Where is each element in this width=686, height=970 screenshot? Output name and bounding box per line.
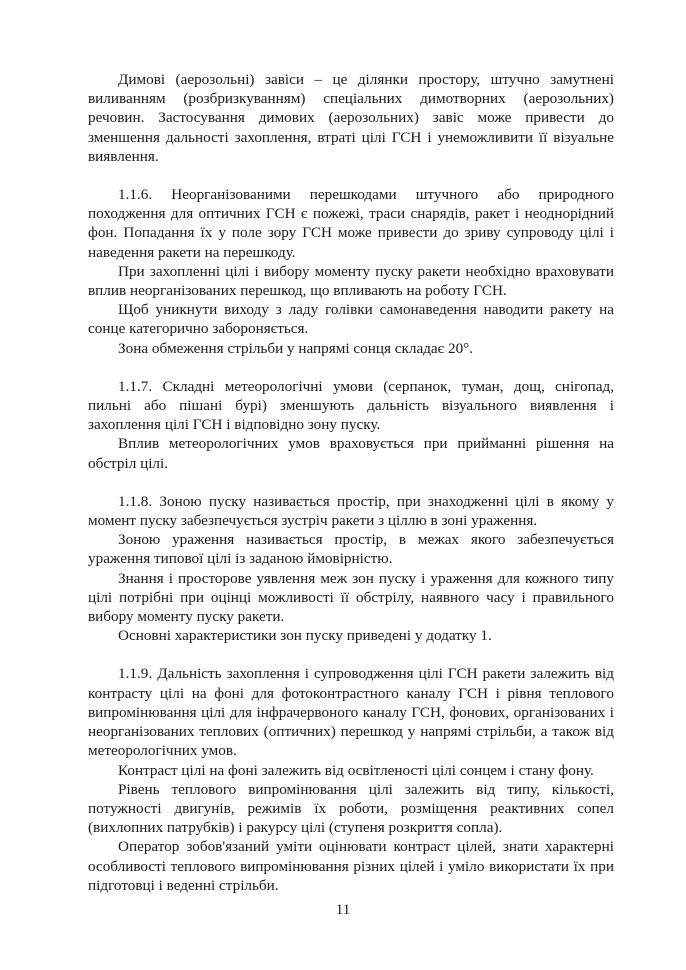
paragraph-thermal-radiation: Рівень теплового випромінювання цілі залежить від типу, кількості, потужності двигунів, режимів їх роботи, розміщення реактивних сопел (вихлопних патрубків) і ракурсу цілі (ступеня розкриття сопла).	[88, 780, 614, 837]
paragraph-smoke-screens: Димові (аерозольні) завіси – це ділянки простору, штучно замутнені виливанням (розбризкуванням) спеціальних димотворних (аерозольних) речовин. Застосування димових (аерозольних) завіс може привести до зменшення дальності захоплення, втраті цілі ГСН і унеможливити її візуальне виявлення.	[88, 71, 614, 165]
page-number: 11	[335, 902, 351, 918]
paragraph-1-1-8: 1.1.8. Зоною пуску називається простір, при знаходженні цілі в якому у момент пуску забезпечується зустріч ракети з ціллю в зоні ураження.	[88, 492, 614, 530]
paragraph-zone-knowledge: Знання і просторове уявлення меж зон пуску і ураження для кожного типу цілі потрібні при оцінці можливості її обстрілу, наявного часу і правильного вибору моменту пуску ракети.	[88, 569, 614, 626]
paragraph-1-1-7: 1.1.7. Складні метеорологічні умови (серпанок, туман, дощ, снігопад, пильні або пішані бурі) зменшують дальність візуального виявлення і захоплення цілі ГСН і відповідно зону пуску.	[88, 377, 614, 434]
paragraph-zone-characteristics: Основні характеристики зон пуску приведені у додатку 1.	[118, 627, 492, 645]
paragraph-1-1-9: 1.1.9. Дальність захоплення і супроводження цілі ГСН ракети залежить від контрасту цілі на фоні для фотоконтрастного каналу ГСН і рівня теплового випромінювання цілі для інфрачервоного каналу ГСН, фонових, організованих і неорганізованих теплових (оптичних) перешкод у напрямі стрільби, а також від метеорологічних умов.	[88, 665, 614, 760]
paragraph-launch-moment: При захопленні цілі і вибору моменту пуску ракети необхідно враховувати вплив неорганізованих перешкод, що впливають на роботу ГСН.	[88, 262, 614, 300]
paragraph-operator-duties: Оператор зобов'язаний уміти оцінювати контраст цілей, знати характерні особливості теплового випромінювання різних цілей і уміло використати їх при підготовці і веденні стрільби.	[88, 838, 614, 894]
paragraph-sun-prohibition: Щоб уникнути виходу з ладу голівки самонаведення наводити ракету на сонце категорично забороняється.	[88, 301, 614, 338]
paragraph-sun-zone: Зона обмеження стрільби у напрямі сонця складає 20°.	[118, 339, 474, 357]
paragraph-contrast: Контраст цілі на фоні залежить від освітленості цілі сонцем і стану фону.	[118, 761, 594, 779]
paragraph-kill-zone: Зоною ураження називається простір, в межах якого забезпечується ураження типової цілі із заданою ймовірністю.	[88, 531, 614, 568]
paragraph-1-1-6: 1.1.6. Неорганізованими перешкодами штучного або природного походження для оптичних ГСН є пожежі, траси снарядів, ракет і неоднорідний фон. Попадання їх у поле зору ГСН може привести до зриву супроводу цілі і наведення ракети на перешкоду.	[88, 186, 614, 261]
document-body	[88, 70, 614, 895]
paragraph-weather-influence: Вплив метеорологічних умов враховується при прийманні рішення на обстріл цілі.	[88, 435, 614, 472]
